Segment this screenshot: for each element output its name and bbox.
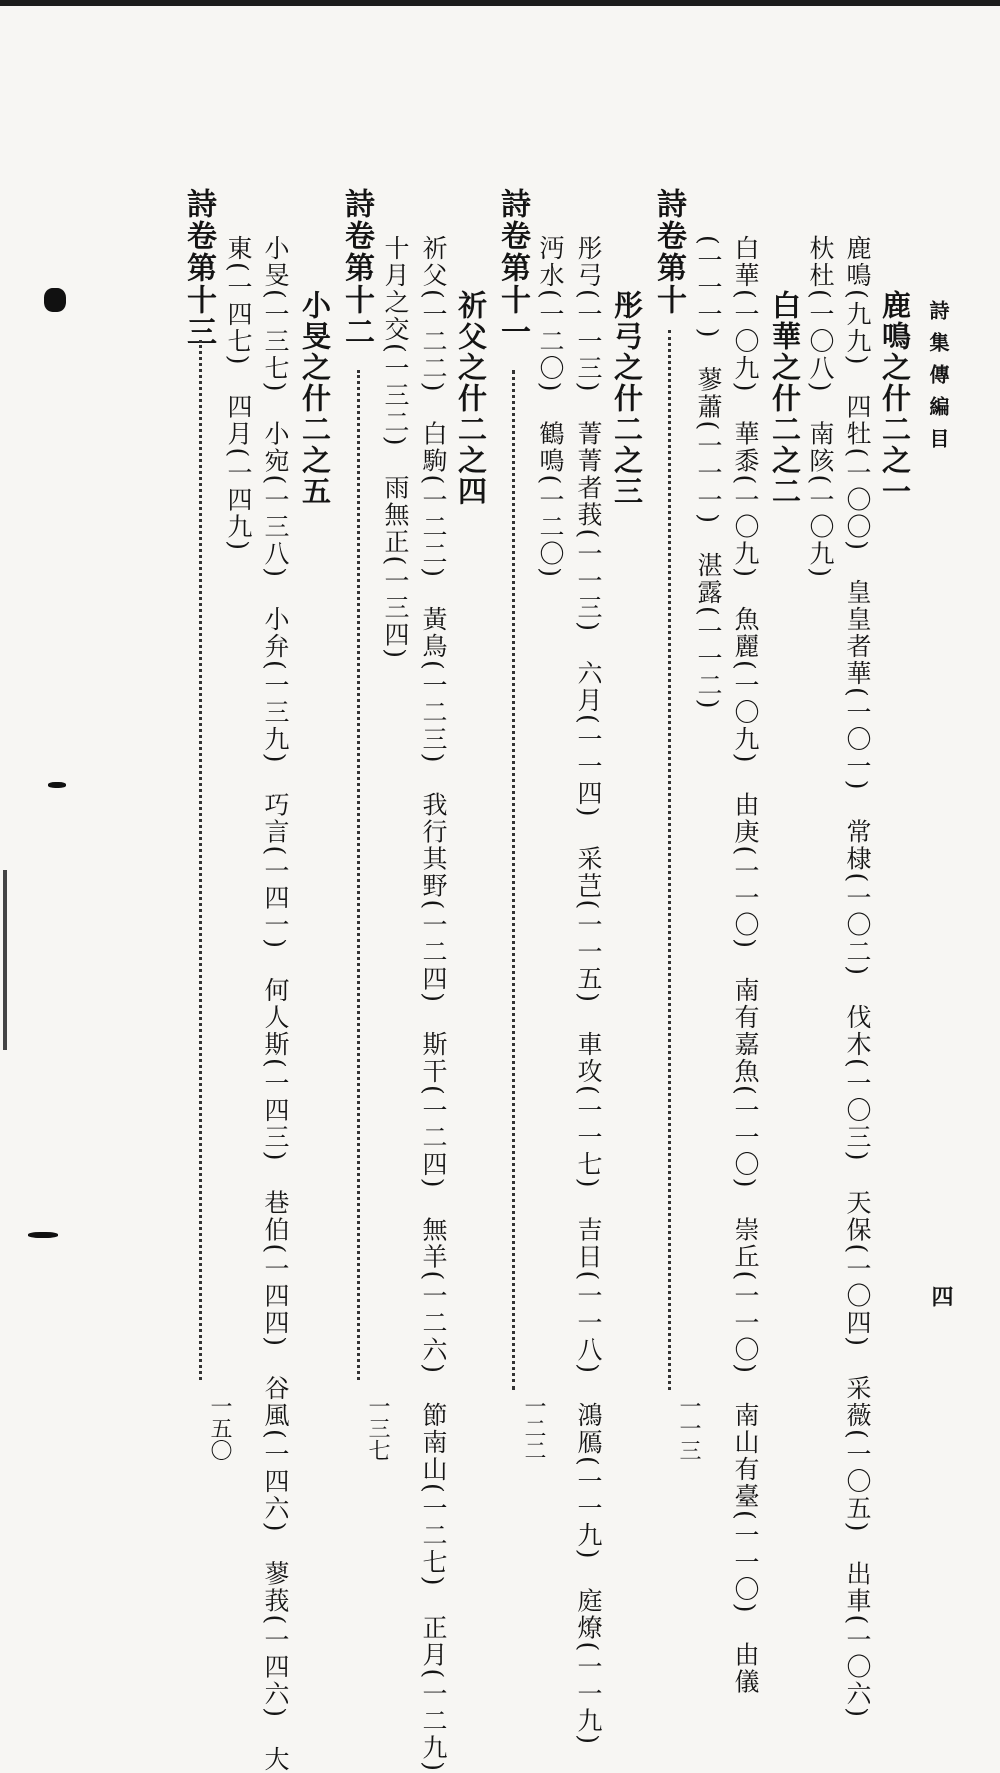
entry-line: 白華(一〇九) 華黍(一〇九) 魚麗(一〇九) 由庚(一一〇) 南有嘉魚(一一〇) 崇丘(一一〇) 南山有臺(一一〇) 由儀 [731, 235, 760, 1696]
page-number: 四 [928, 1285, 954, 1308]
volume-heading: 詩卷第十三 [181, 188, 216, 348]
entry-line: 祈父(一二二) 白駒(一二二) 黃鳥(一二三) 我行其野(一二四) 斯干(一二四) 無羊(一二六) 節南山(一二七) 正月(一二九) [419, 235, 448, 1773]
volume-heading: 詩卷第十 [651, 188, 686, 316]
group-heading: 鹿鳴之什二之一 [878, 290, 912, 507]
entry-line: 十月之交(一三二) 雨無正(一三四) [381, 235, 410, 661]
volume-page-ref: 一三七 [365, 1395, 390, 1461]
entry-line: 東(一四七) 四月(一四九) [224, 235, 253, 553]
entry-line: 杕杜(一〇八) 南陔(一〇九) [806, 235, 835, 580]
entry-line: 鹿鳴(九九) 四牡(一〇〇) 皇皇者華(一〇一) 常棣(一〇二) 伐木(一〇三) 天保(一〇四) 采薇(一〇五) 出車(一〇六) [843, 235, 872, 1720]
top-border [0, 0, 1000, 6]
ink-blot [28, 1232, 58, 1238]
entry-line: (一一一) 蓼蕭(一一一) 湛露(一一二) [694, 235, 723, 711]
volume-heading: 詩卷第十二 [339, 188, 374, 348]
group-heading: 祈父之什二之四 [454, 290, 488, 507]
ink-blot [48, 782, 66, 788]
page-header-title: 詩集傳編目 [926, 300, 950, 460]
entry-line: 彤弓(一一三) 菁菁者莪(一一三) 六月(一一四) 采芑(一一五) 車攻(一一七) 吉日(一一八) 鴻鴈(一一九) 庭燎(一一九) [574, 235, 603, 1747]
leader-dots [199, 340, 202, 1380]
volume-page-ref: 一一三 [676, 1395, 701, 1461]
leader-dots [668, 330, 671, 1390]
binding-edge-mark [3, 870, 7, 1050]
group-heading: 白華之什二之二 [768, 290, 802, 507]
volume-heading: 詩卷第十一 [495, 188, 530, 348]
entry-line: 沔水(一二〇) 鶴鳴(一二〇) [536, 235, 565, 580]
volume-page-ref: 一二二 [521, 1395, 546, 1461]
leader-dots [357, 370, 360, 1380]
leader-dots [512, 370, 515, 1390]
volume-page-ref: 一五〇 [207, 1395, 232, 1461]
ink-blot [44, 288, 66, 312]
entry-line: 小旻(一三七) 小宛(一三八) 小弁(一三九) 巧言(一四一) 何人斯(一四三) 巷伯(一四四) 谷風(一四六) 蓼莪(一四六) 大 [261, 235, 290, 1773]
group-heading: 小旻之什二之五 [298, 290, 332, 507]
group-heading: 彤弓之什二之三 [610, 290, 644, 507]
